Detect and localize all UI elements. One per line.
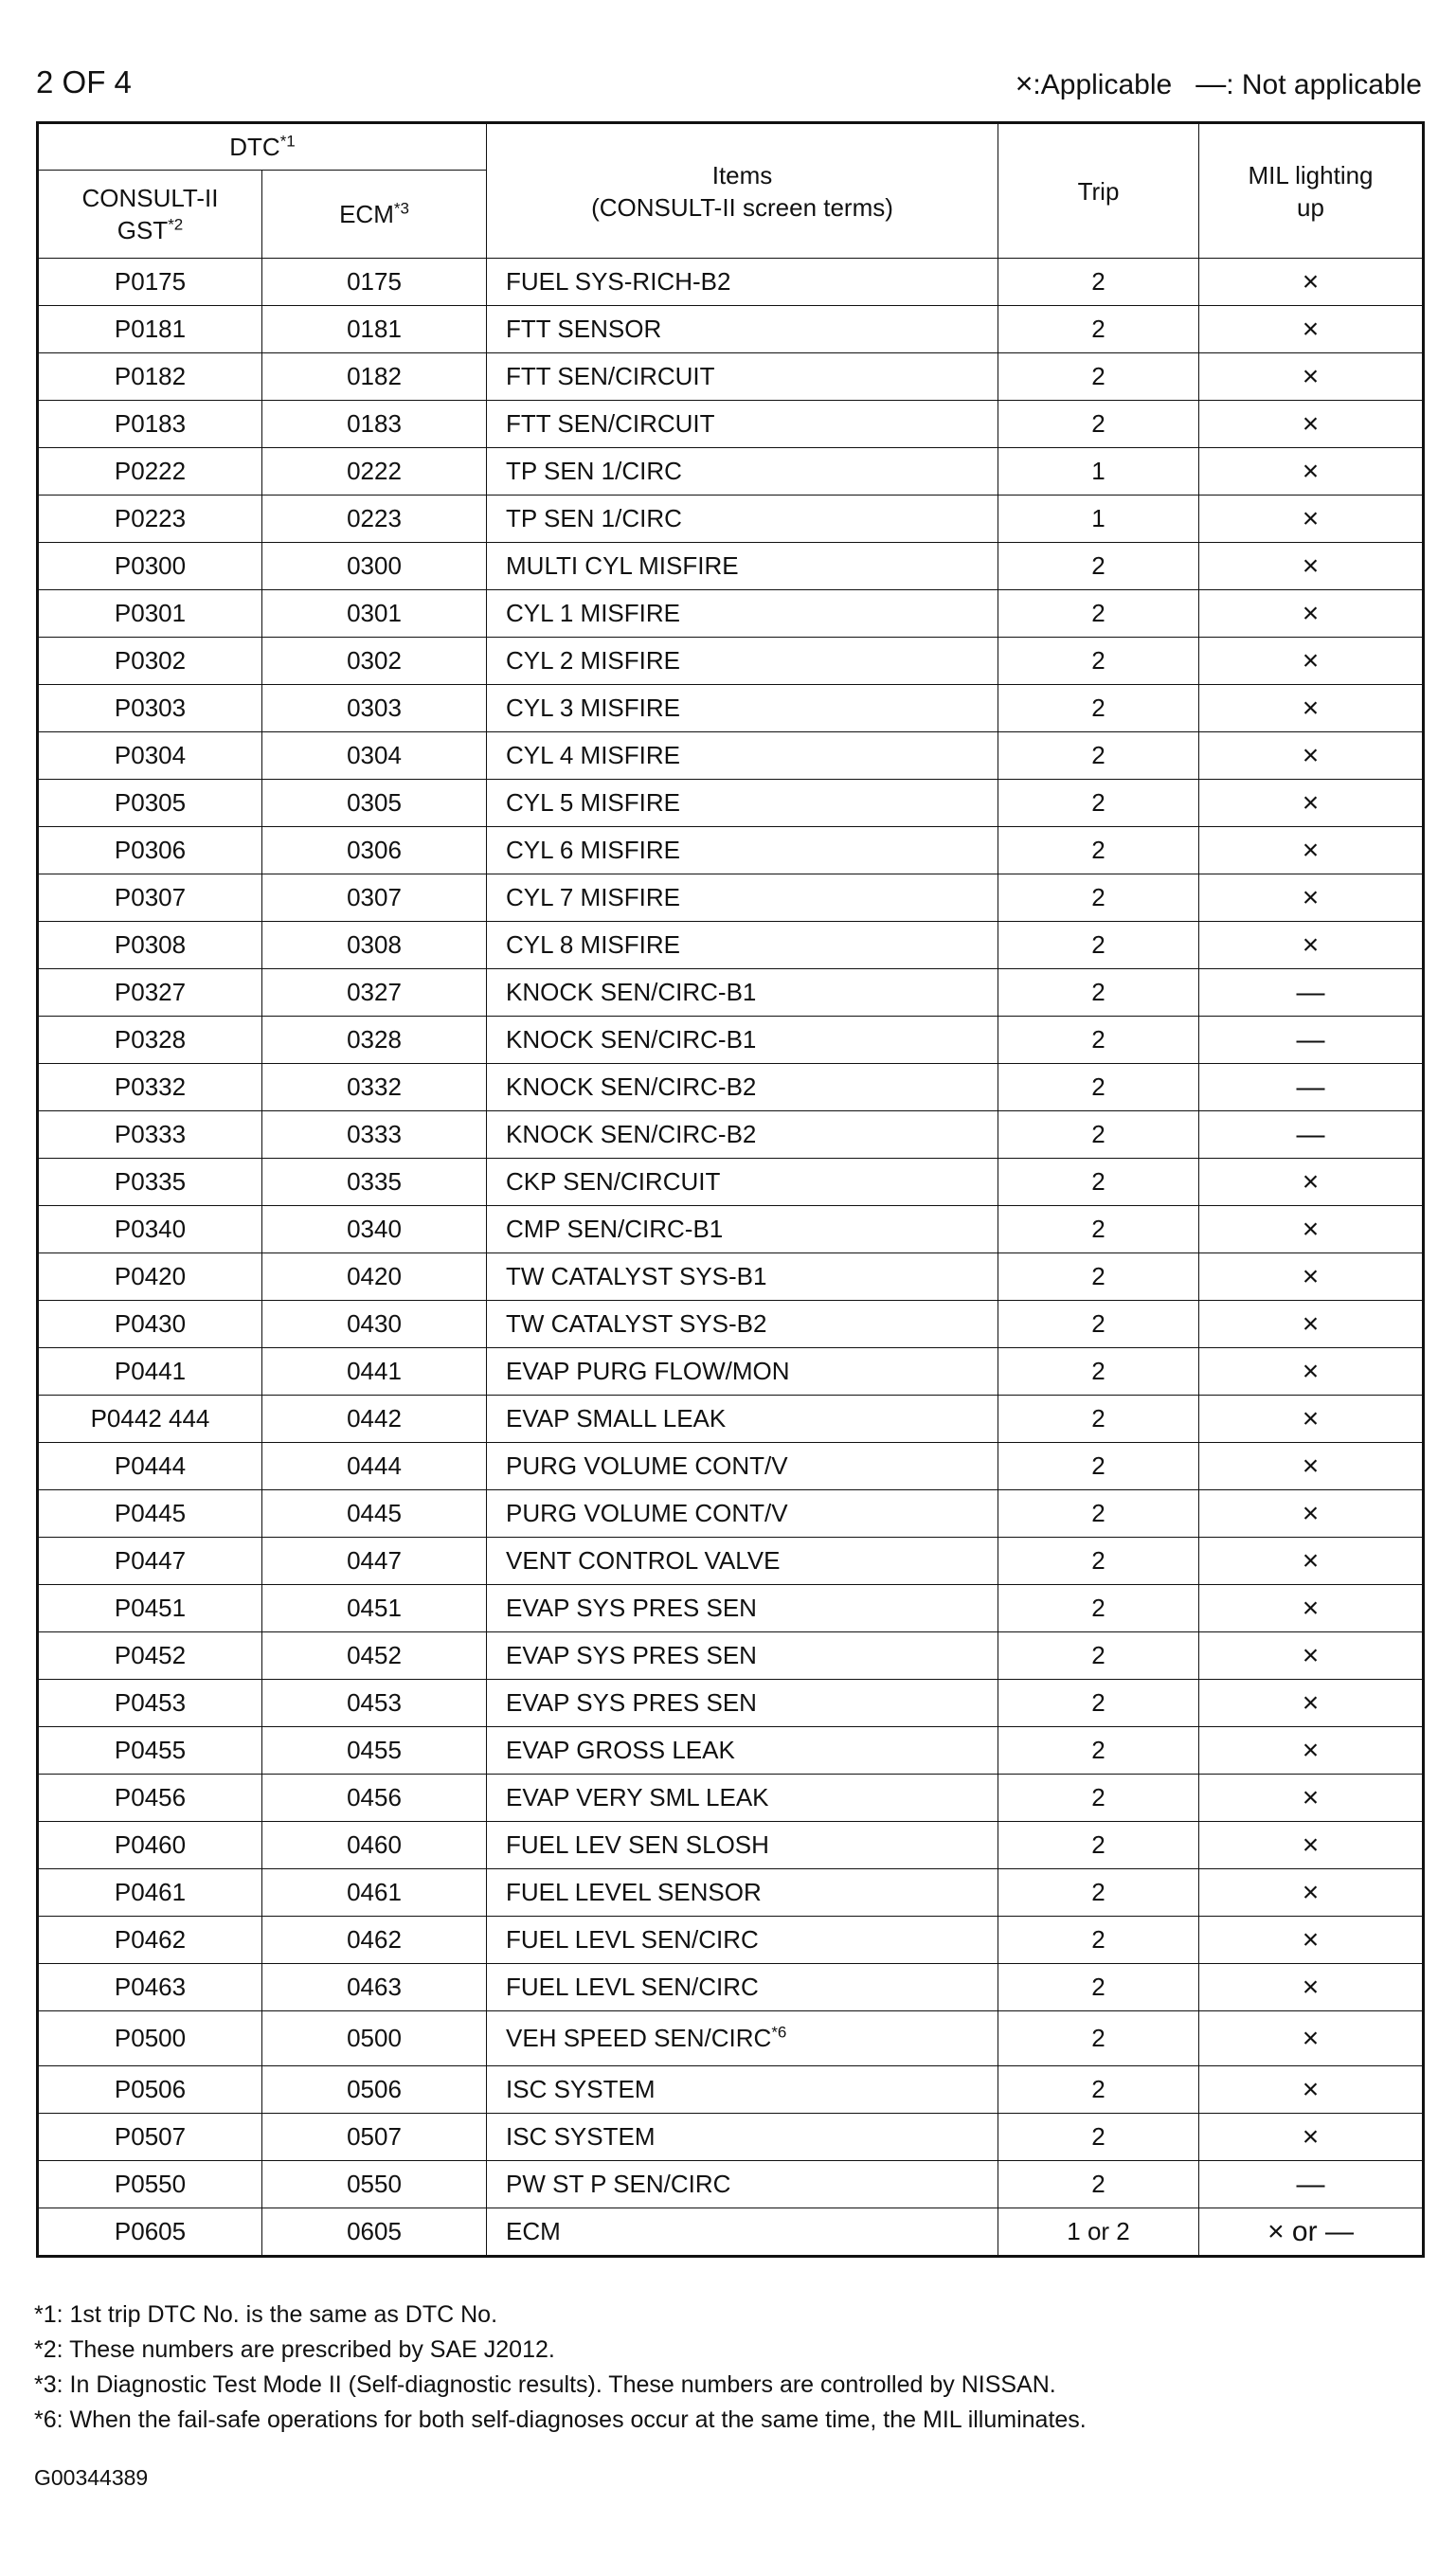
trip-cell: 2: [998, 732, 1199, 780]
table-row: [38, 922, 1424, 969]
footnote: *1: 1st trip DTC No. is the same as DTC No.: [34, 2301, 498, 2328]
consult-gst-cell: P0340: [38, 1206, 262, 1253]
mil-cell: ×: [1199, 543, 1424, 590]
footnote: *3: In Diagnostic Test Mode II (Self-diagnostic results). These numbers are controlled by NISSAN.: [34, 2371, 1056, 2398]
ecm-cell: 0500: [262, 2011, 487, 2066]
table-row: [38, 1775, 1424, 1822]
consult-gst-cell: P0451: [38, 1585, 262, 1632]
ecm-cell: 0340: [262, 1206, 487, 1253]
table-row: [38, 1159, 1424, 1206]
trip-cell: 2: [998, 780, 1199, 827]
consult-gst-cell: P0453: [38, 1680, 262, 1727]
consult-gst-cell: P0303: [38, 685, 262, 732]
consult-gst-cell: P0222: [38, 448, 262, 496]
trip-cell: 2: [998, 2066, 1199, 2114]
table-row: [38, 1869, 1424, 1917]
table-row: [38, 1348, 1424, 1396]
trip-cell: 2: [998, 1775, 1199, 1822]
table-row: [38, 2114, 1424, 2161]
trip-cell: 2: [998, 1727, 1199, 1775]
trip-cell: 2: [998, 1538, 1199, 1585]
table-row: [38, 1538, 1424, 1585]
item-cell: PURG VOLUME CONT/V: [487, 1443, 998, 1490]
symbol-legend: [1016, 66, 1422, 101]
consult-gst-cell: P0302: [38, 638, 262, 685]
trip-cell: 2: [998, 1917, 1199, 1964]
item-cell: CYL 2 MISFIRE: [487, 638, 998, 685]
table-row: [38, 259, 1424, 306]
ecm-cell: 0182: [262, 353, 487, 401]
trip-cell: 2: [998, 1632, 1199, 1680]
item-cell: VEH SPEED SEN/CIRC$^{*6}$: [487, 2011, 998, 2066]
consult-gst-cell: P0550: [38, 2161, 262, 2208]
ecm-cell: 0222: [262, 448, 487, 496]
ecm-cell: 0462: [262, 1917, 487, 1964]
consult-gst-cell: P0441: [38, 1348, 262, 1396]
mil-cell: ×: [1199, 1632, 1424, 1680]
ecm-cell: 0461: [262, 1869, 487, 1917]
table-row: [38, 448, 1424, 496]
table-row: [38, 306, 1424, 353]
mil-cell: ×: [1199, 1964, 1424, 2011]
mil-cell: ×: [1199, 1253, 1424, 1301]
table-row: [38, 2011, 1424, 2066]
mil-cell: ×: [1199, 1538, 1424, 1585]
table-row: [38, 1253, 1424, 1301]
mil-cell: —: [1199, 1064, 1424, 1111]
ecm-cell: 0223: [262, 496, 487, 543]
not-applicable-symbol: —: [1195, 66, 1227, 100]
mil-cell: ×: [1199, 1917, 1424, 1964]
ecm-cell: 0605: [262, 2208, 487, 2257]
ecm-cell: 0550: [262, 2161, 487, 2208]
trip-cell: 2: [998, 543, 1199, 590]
mil-cell: ×: [1199, 2011, 1424, 2066]
trip-cell: 2: [998, 969, 1199, 1017]
ecm-cell: 0335: [262, 1159, 487, 1206]
mil-cell: ×: [1199, 1869, 1424, 1917]
item-cell: FUEL LEVL SEN/CIRC: [487, 1917, 998, 1964]
table-row: [38, 353, 1424, 401]
item-cell: CMP SEN/CIRC-B1: [487, 1206, 998, 1253]
item-cell: CYL 8 MISFIRE: [487, 922, 998, 969]
page-number: 2 OF 4: [36, 64, 132, 99]
item-cell: FUEL SYS-RICH-B2: [487, 259, 998, 306]
item-cell: ISC SYSTEM: [487, 2114, 998, 2161]
mil-cell: × or —: [1199, 2208, 1424, 2257]
trip-cell: 2: [998, 1206, 1199, 1253]
dtc-header: DTC$^{*1}$: [38, 123, 487, 171]
table-row: [38, 1917, 1424, 1964]
item-cell: CYL 7 MISFIRE: [487, 874, 998, 922]
dtc-table-body: [38, 259, 1424, 2257]
consult-gst-cell: P0333: [38, 1111, 262, 1159]
ecm-cell: 0441: [262, 1348, 487, 1396]
table-row: [38, 638, 1424, 685]
trip-cell: 1 or 2: [998, 2208, 1199, 2257]
ecm-cell: 0300: [262, 543, 487, 590]
ecm-cell: 0451: [262, 1585, 487, 1632]
ecm-cell: 0183: [262, 401, 487, 448]
trip-cell: 2: [998, 1396, 1199, 1443]
mil-cell: ×: [1199, 874, 1424, 922]
ecm-cell: 0442: [262, 1396, 487, 1443]
ecm-cell: 0303: [262, 685, 487, 732]
trip-cell: 2: [998, 1585, 1199, 1632]
consult-gst-cell: P0447: [38, 1538, 262, 1585]
ecm-cell: 0456: [262, 1775, 487, 1822]
consult-gst-cell: P0301: [38, 590, 262, 638]
trip-cell: 2: [998, 827, 1199, 874]
footnotes: [34, 2298, 1087, 2438]
ecm-cell: 0308: [262, 922, 487, 969]
table-row: [38, 1064, 1424, 1111]
ecm-cell: 0445: [262, 1490, 487, 1538]
trip-cell: 2: [998, 1348, 1199, 1396]
mil-cell: —: [1199, 1111, 1424, 1159]
trip-cell: 2: [998, 1064, 1199, 1111]
trip-cell: 2: [998, 2114, 1199, 2161]
consult-gst-cell: P0605: [38, 2208, 262, 2257]
table-row: [38, 969, 1424, 1017]
trip-cell: 2: [998, 685, 1199, 732]
consult-gst-cell: P0332: [38, 1064, 262, 1111]
table-row: [38, 1017, 1424, 1064]
mil-cell: ×: [1199, 827, 1424, 874]
table-row: [38, 685, 1424, 732]
item-cell: KNOCK SEN/CIRC-B1: [487, 969, 998, 1017]
mil-cell: —: [1199, 1017, 1424, 1064]
table-row: [38, 1727, 1424, 1775]
table-row: [38, 1964, 1424, 2011]
ecm-cell: 0327: [262, 969, 487, 1017]
item-cell: KNOCK SEN/CIRC-B2: [487, 1064, 998, 1111]
not-applicable-label: : Not applicable: [1226, 69, 1422, 100]
item-cell: TP SEN 1/CIRC: [487, 448, 998, 496]
applicable-symbol: ×: [1015, 66, 1034, 100]
item-cell: EVAP GROSS LEAK: [487, 1727, 998, 1775]
trip-cell: 2: [998, 638, 1199, 685]
item-cell: MULTI CYL MISFIRE: [487, 543, 998, 590]
ecm-cell: 0444: [262, 1443, 487, 1490]
item-cell: ECM: [487, 2208, 998, 2257]
ecm-cell: 0181: [262, 306, 487, 353]
item-cell: CYL 1 MISFIRE: [487, 590, 998, 638]
consult-gst-cell: P0452: [38, 1632, 262, 1680]
item-cell: EVAP SMALL LEAK: [487, 1396, 998, 1443]
table-row: [38, 401, 1424, 448]
ecm-cell: 0328: [262, 1017, 487, 1064]
trip-cell: 1: [998, 448, 1199, 496]
item-cell: FUEL LEV SEN SLOSH: [487, 1822, 998, 1869]
consult-gst-cell: P0506: [38, 2066, 262, 2114]
ecm-cell: 0447: [262, 1538, 487, 1585]
mil-cell: ×: [1199, 496, 1424, 543]
mil-header: MIL lighting up: [1199, 123, 1424, 259]
mil-cell: ×: [1199, 1775, 1424, 1822]
ecm-cell: 0430: [262, 1301, 487, 1348]
table-row: [38, 543, 1424, 590]
ecm-cell: 0460: [262, 1822, 487, 1869]
consult-gst-cell: P0430: [38, 1301, 262, 1348]
consult-gst-cell: P0335: [38, 1159, 262, 1206]
consult-gst-cell: P0442 444: [38, 1396, 262, 1443]
ecm-cell: 0306: [262, 827, 487, 874]
item-cell: CYL 4 MISFIRE: [487, 732, 998, 780]
consult-gst-cell: P0445: [38, 1490, 262, 1538]
item-cell: FTT SEN/CIRCUIT: [487, 353, 998, 401]
trip-cell: 1: [998, 496, 1199, 543]
mil-cell: ×: [1199, 401, 1424, 448]
trip-cell: 2: [998, 1017, 1199, 1064]
item-cell: ISC SYSTEM: [487, 2066, 998, 2114]
mil-cell: ×: [1199, 1822, 1424, 1869]
trip-cell: 2: [998, 1111, 1199, 1159]
trip-cell: 2: [998, 306, 1199, 353]
consult-gst-cell: P0305: [38, 780, 262, 827]
trip-header: Trip: [998, 123, 1199, 259]
table-row: [38, 780, 1424, 827]
consult-gst-cell: P0175: [38, 259, 262, 306]
item-cell: PW ST P SEN/CIRC: [487, 2161, 998, 2208]
consult-gst-cell: P0500: [38, 2011, 262, 2066]
ecm-cell: 0463: [262, 1964, 487, 2011]
mil-cell: ×: [1199, 448, 1424, 496]
mil-cell: ×: [1199, 780, 1424, 827]
mil-cell: ×: [1199, 1443, 1424, 1490]
item-cell: EVAP VERY SML LEAK: [487, 1775, 998, 1822]
table-row: [38, 1490, 1424, 1538]
trip-cell: 2: [998, 922, 1199, 969]
item-cell: CYL 3 MISFIRE: [487, 685, 998, 732]
item-cell: FUEL LEVL SEN/CIRC: [487, 1964, 998, 2011]
item-cell: KNOCK SEN/CIRC-B2: [487, 1111, 998, 1159]
item-cell: CYL 6 MISFIRE: [487, 827, 998, 874]
consult-gst-cell: P0300: [38, 543, 262, 590]
ecm-cell: 0302: [262, 638, 487, 685]
table-row: [38, 1206, 1424, 1253]
consult-gst-cell: P0460: [38, 1822, 262, 1869]
item-cell: EVAP PURG FLOW/MON: [487, 1348, 998, 1396]
mil-cell: ×: [1199, 1490, 1424, 1538]
consult-gst-cell: P0463: [38, 1964, 262, 2011]
table-row: [38, 1443, 1424, 1490]
consult-gst-cell: P0327: [38, 969, 262, 1017]
trip-cell: 2: [998, 1253, 1199, 1301]
consult-gst-cell: P0307: [38, 874, 262, 922]
footnote: *2: These numbers are prescribed by SAE J2012.: [34, 2336, 555, 2363]
ecm-header: ECM$^{*3}$: [262, 171, 487, 259]
mil-cell: ×: [1199, 1301, 1424, 1348]
item-cell: FUEL LEVEL SENSOR: [487, 1869, 998, 1917]
trip-cell: 2: [998, 401, 1199, 448]
ecm-cell: 0332: [262, 1064, 487, 1111]
table-row: [38, 590, 1424, 638]
mil-cell: —: [1199, 969, 1424, 1017]
table-row: [38, 874, 1424, 922]
trip-cell: 2: [998, 259, 1199, 306]
ecm-cell: 0507: [262, 2114, 487, 2161]
ecm-cell: 0333: [262, 1111, 487, 1159]
trip-cell: 2: [998, 1490, 1199, 1538]
ecm-cell: 0301: [262, 590, 487, 638]
item-cell: TW CATALYST SYS-B1: [487, 1253, 998, 1301]
item-cell: EVAP SYS PRES SEN: [487, 1632, 998, 1680]
ecm-cell: 0307: [262, 874, 487, 922]
table-row: [38, 2161, 1424, 2208]
ecm-cell: 0175: [262, 259, 487, 306]
mil-cell: ×: [1199, 1680, 1424, 1727]
consult-gst-cell: P0328: [38, 1017, 262, 1064]
table-row: [38, 1822, 1424, 1869]
dtc-table: [36, 121, 1425, 2258]
trip-cell: 2: [998, 590, 1199, 638]
table-row: [38, 732, 1424, 780]
ecm-cell: 0452: [262, 1632, 487, 1680]
trip-cell: 2: [998, 2011, 1199, 2066]
mil-cell: ×: [1199, 259, 1424, 306]
table-row: [38, 1585, 1424, 1632]
table-row: [38, 1301, 1424, 1348]
mil-cell: ×: [1199, 2066, 1424, 2114]
mil-cell: —: [1199, 2161, 1424, 2208]
item-cell: CKP SEN/CIRCUIT: [487, 1159, 998, 1206]
item-cell: EVAP SYS PRES SEN: [487, 1585, 998, 1632]
mil-cell: ×: [1199, 306, 1424, 353]
mil-cell: ×: [1199, 1585, 1424, 1632]
table-row: [38, 1680, 1424, 1727]
trip-cell: 2: [998, 1822, 1199, 1869]
trip-cell: 2: [998, 1301, 1199, 1348]
mil-cell: ×: [1199, 732, 1424, 780]
consult-gst-cell: P0456: [38, 1775, 262, 1822]
consult-gst-cell: P0461: [38, 1869, 262, 1917]
mil-cell: ×: [1199, 1159, 1424, 1206]
mil-cell: ×: [1199, 2114, 1424, 2161]
table-row: [38, 496, 1424, 543]
trip-cell: 2: [998, 2161, 1199, 2208]
consult-gst-cell: P0306: [38, 827, 262, 874]
document-id: G00344389: [34, 2465, 149, 2490]
item-cell: EVAP SYS PRES SEN: [487, 1680, 998, 1727]
ecm-cell: 0420: [262, 1253, 487, 1301]
ecm-cell: 0506: [262, 2066, 487, 2114]
footnote: *6: When the fail-safe operations for both self-diagnoses occur at the same time, the MIL illuminates.: [34, 2406, 1087, 2433]
consult-gst-cell: P0223: [38, 496, 262, 543]
applicable-label: :Applicable: [1033, 69, 1173, 100]
consult-gst-cell: P0462: [38, 1917, 262, 1964]
ecm-cell: 0455: [262, 1727, 487, 1775]
consult-gst-cell: P0181: [38, 306, 262, 353]
trip-cell: 2: [998, 353, 1199, 401]
mil-cell: ×: [1199, 638, 1424, 685]
mil-cell: ×: [1199, 353, 1424, 401]
consult-gst-cell: P0444: [38, 1443, 262, 1490]
mil-cell: ×: [1199, 1206, 1424, 1253]
consult-gst-header: CONSULT-II GST$^{*2}$: [38, 171, 262, 259]
consult-gst-cell: P0308: [38, 922, 262, 969]
consult-gst-cell: P0183: [38, 401, 262, 448]
item-cell: CYL 5 MISFIRE: [487, 780, 998, 827]
mil-cell: ×: [1199, 590, 1424, 638]
trip-cell: 2: [998, 1964, 1199, 2011]
trip-cell: 2: [998, 1680, 1199, 1727]
table-row: [38, 2066, 1424, 2114]
table-row: [38, 1396, 1424, 1443]
consult-gst-cell: P0182: [38, 353, 262, 401]
item-cell: TP SEN 1/CIRC: [487, 496, 998, 543]
trip-cell: 2: [998, 1869, 1199, 1917]
table-row: [38, 1111, 1424, 1159]
table-row: [38, 827, 1424, 874]
mil-cell: ×: [1199, 1727, 1424, 1775]
item-cell: PURG VOLUME CONT/V: [487, 1490, 998, 1538]
items-header: Items (CONSULT-II screen terms): [487, 123, 998, 259]
ecm-cell: 0453: [262, 1680, 487, 1727]
table-row: [38, 2208, 1424, 2257]
trip-cell: 2: [998, 1159, 1199, 1206]
mil-cell: ×: [1199, 1348, 1424, 1396]
mil-cell: ×: [1199, 685, 1424, 732]
table-row: [38, 1632, 1424, 1680]
mil-cell: ×: [1199, 1396, 1424, 1443]
ecm-cell: 0304: [262, 732, 487, 780]
item-cell: FTT SENSOR: [487, 306, 998, 353]
mil-cell: ×: [1199, 922, 1424, 969]
consult-gst-cell: P0304: [38, 732, 262, 780]
consult-gst-cell: P0420: [38, 1253, 262, 1301]
item-cell: TW CATALYST SYS-B2: [487, 1301, 998, 1348]
trip-cell: 2: [998, 1443, 1199, 1490]
trip-cell: 2: [998, 874, 1199, 922]
consult-gst-cell: P0455: [38, 1727, 262, 1775]
ecm-cell: 0305: [262, 780, 487, 827]
item-cell: VENT CONTROL VALVE: [487, 1538, 998, 1585]
item-cell: KNOCK SEN/CIRC-B1: [487, 1017, 998, 1064]
consult-gst-cell: P0507: [38, 2114, 262, 2161]
item-cell: FTT SEN/CIRCUIT: [487, 401, 998, 448]
